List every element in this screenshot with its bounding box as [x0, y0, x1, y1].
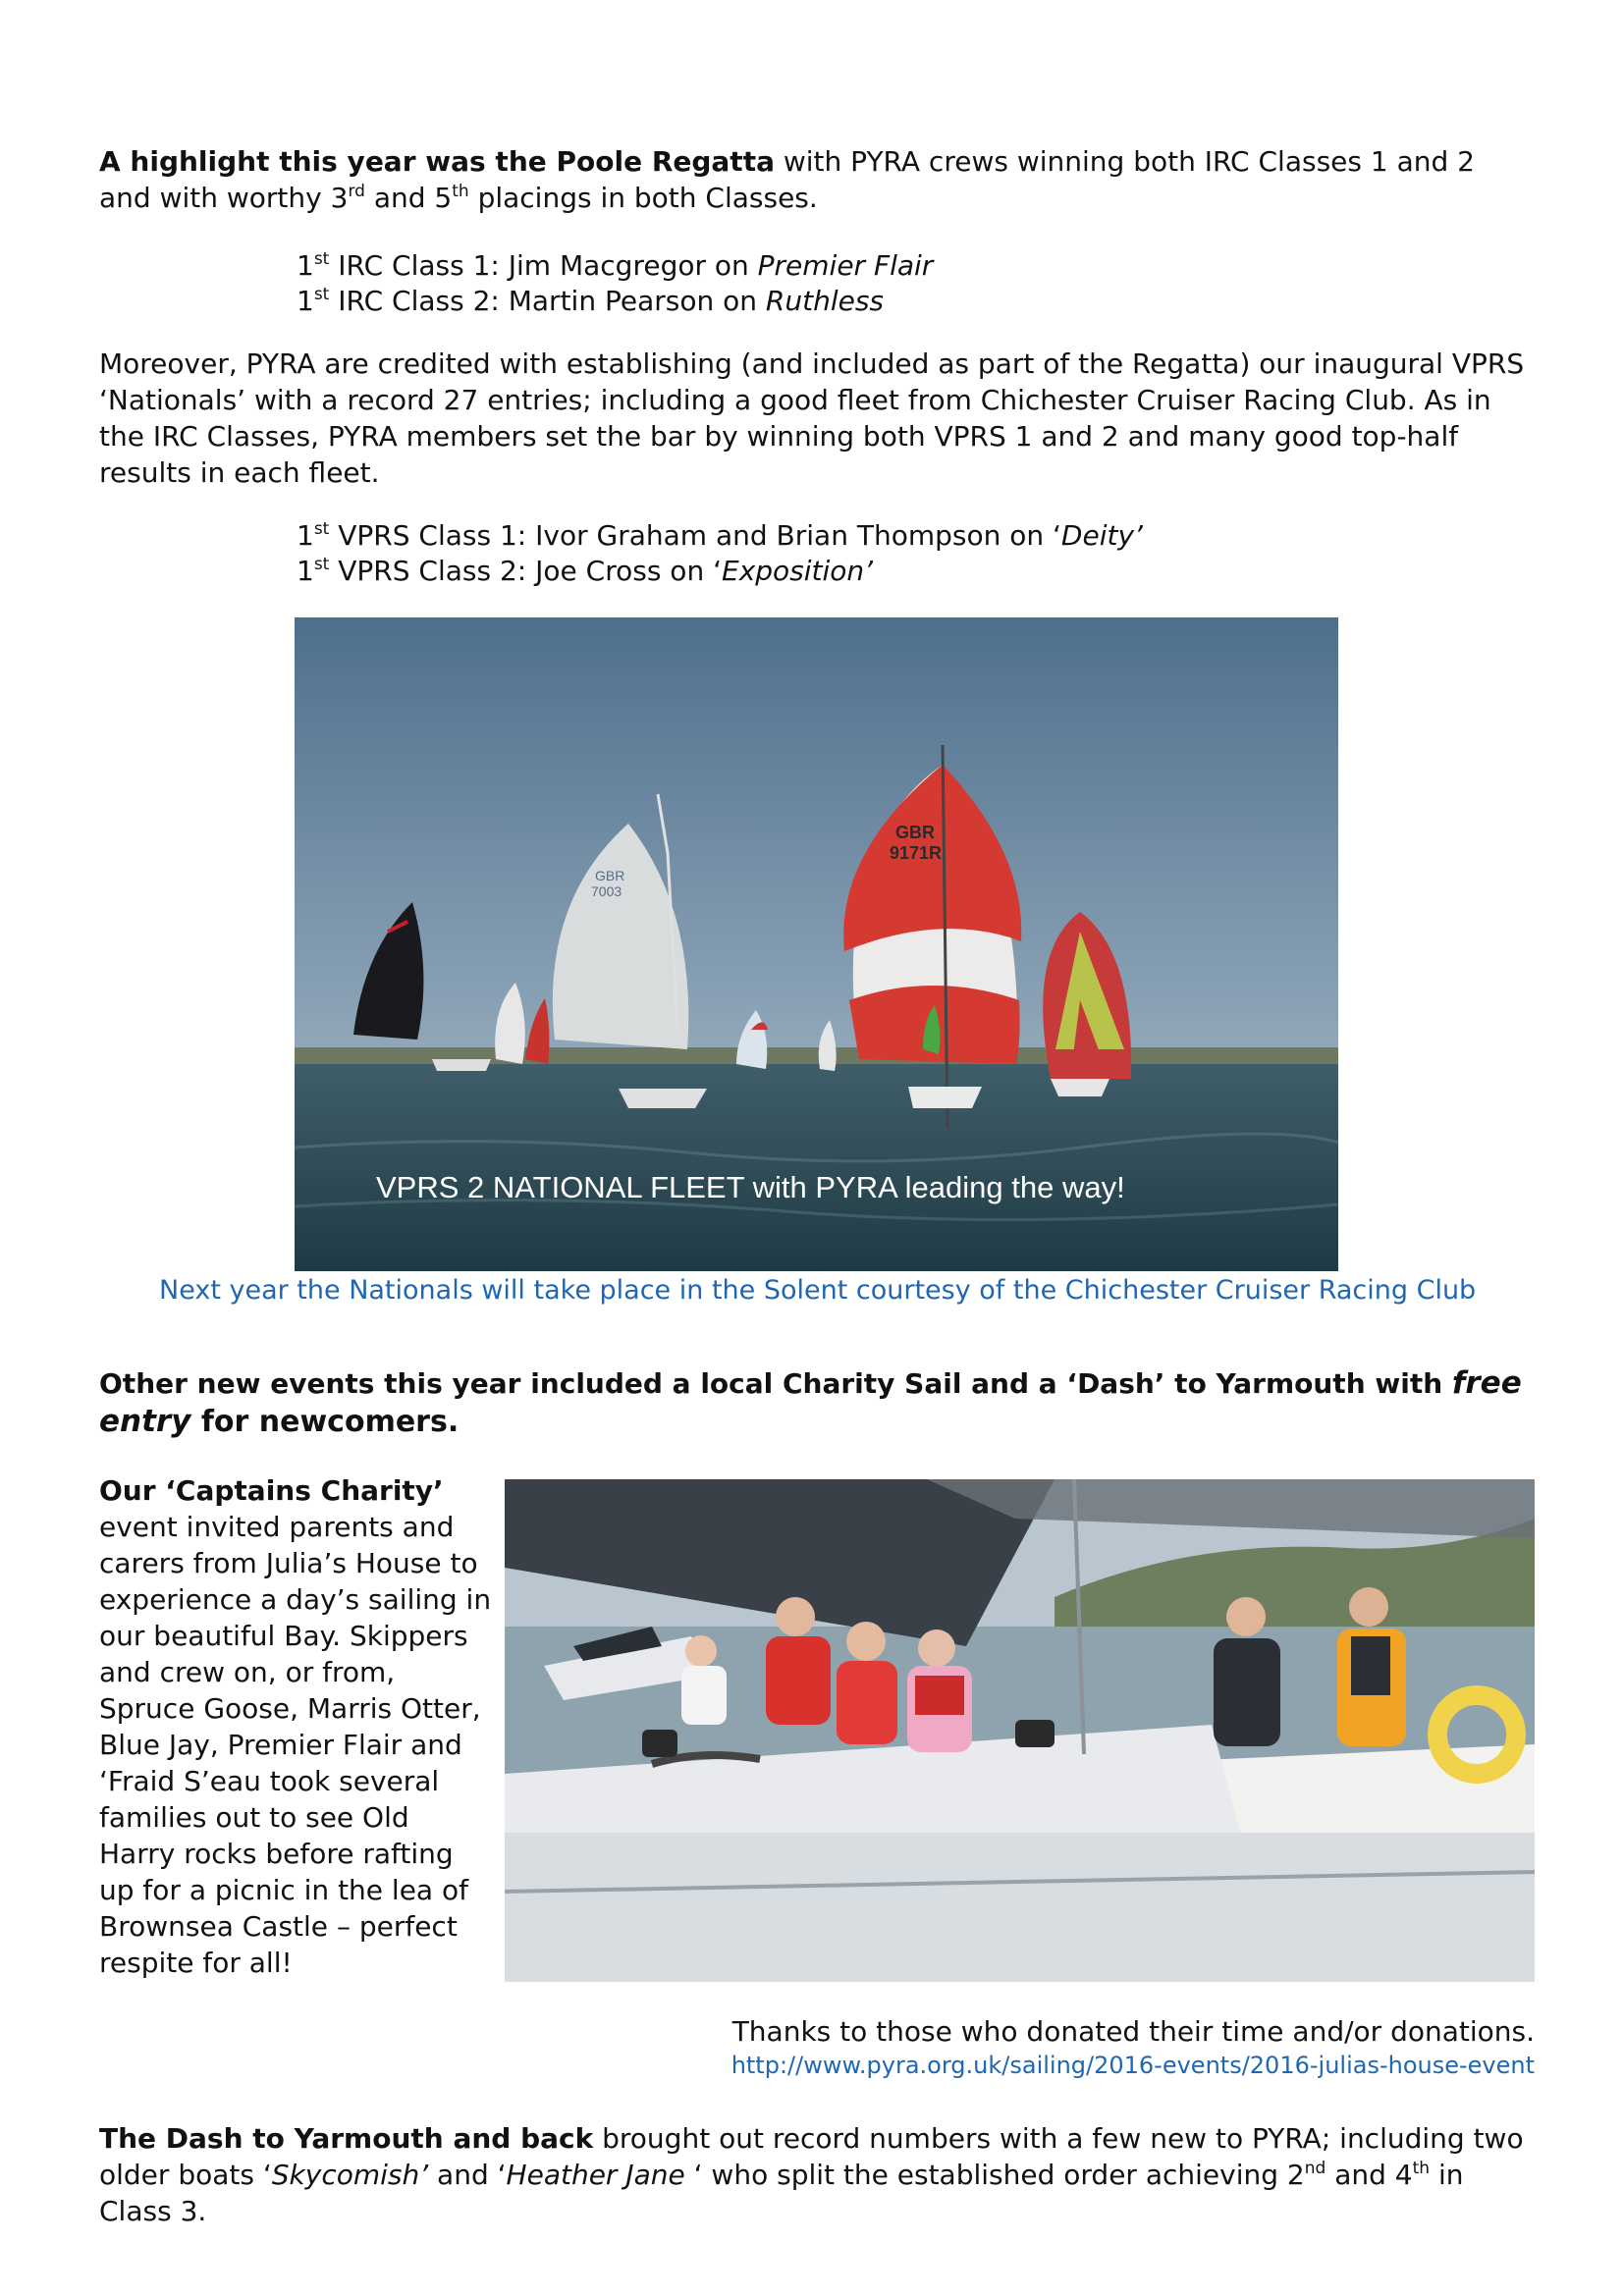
dash-lead: The Dash to Yarmouth and back: [99, 2122, 594, 2155]
boat-name: Heather Jane: [506, 2159, 685, 2191]
new-events-heading: [99, 1364, 1535, 1441]
irc-result-1: 1st IRC Class 1: Jim Macgregor on Premier Flair: [297, 249, 934, 282]
sail-number-2: GBR: [595, 868, 625, 883]
sky: [295, 617, 1338, 1064]
sea: [295, 1064, 1338, 1271]
boat-name: Exposition’: [722, 555, 874, 587]
julias-house-event-link[interactable]: http://www.pyra.org.uk/sailing/2016-events/2016-julias-house-event: [730, 2052, 1535, 2079]
boat-name: Skycomish’: [271, 2159, 429, 2191]
boat-name: Ruthless: [765, 285, 885, 317]
para1-text-a: with PYRA crews winning both IRC Classes 1 and 2 and with worthy 3: [99, 145, 1475, 214]
captains-charity-text: [99, 1472, 492, 1981]
boat-name: Deity’: [1060, 519, 1143, 552]
vprs-results-list: [297, 518, 1143, 589]
regatta-fleet-photo: [295, 617, 1338, 1271]
captains-charity-title: Our ‘Captains Charity’: [99, 1474, 444, 1507]
sup-th: th: [452, 182, 469, 201]
vprs-result-2: 1st VPRS Class 2: Joe Cross on ‘Exposition’: [297, 555, 874, 587]
heading2-text-b: for newcomers.: [190, 1405, 460, 1439]
poole-regatta-paragraph: [99, 143, 1535, 216]
boat-name: Premier Flair: [757, 249, 934, 282]
charity-sail-photo: [505, 1479, 1535, 1982]
captains-charity-body: event invited parents and carers from Julia’s House to experience a day’s sailing in our beautiful Bay. Skippers and crew on, or from, Spruce Goose, Marris Otter, Blue Jay, Premier Flair and ‘Fraid S’eau took several families out to see Old Harry rocks before rafting up for a picnic in the lea of Brownsea Castle – perfect respite for all!: [99, 1511, 492, 1979]
sup-rd: rd: [348, 182, 365, 201]
sail-number-1: GBR: [895, 823, 935, 842]
hull: [908, 1087, 982, 1108]
vprs-result-1: 1st VPRS Class 1: Ivor Graham and Brian Thompson on ‘Deity’: [297, 519, 1143, 552]
free-entry-emphasis: free entry: [99, 1365, 1522, 1439]
svg-text:7003: 7003: [591, 883, 622, 899]
para1-text-b: and 5: [364, 182, 453, 214]
thanks-text: Thanks to those who donated their time and/or donations.: [731, 2015, 1535, 2048]
svg-text:9171R: 9171R: [890, 843, 943, 863]
dash-to-yarmouth-paragraph: The Dash to Yarmouth and back brought out record numbers with a few new to PYRA; including two older boats ‘Skycomish’ and ‘Heather Jane ‘ who split the established order achieving 2nd and 4th in Class 3.: [99, 2122, 1524, 2227]
nationals-caption: Next year the Nationals will take place in the Solent courtesy of the Chichester Cruiser Racing Club: [159, 1275, 1477, 1306]
heading2-text-a: Other new events this year included a local Charity Sail and a ‘Dash’ to Yarmouth with: [99, 1367, 1452, 1400]
vprs-nationals-paragraph: Moreover, PYRA are credited with establishing (and included as part of the Regatta) our inaugural VPRS ‘Nationals’ with a record 27 entries; including a good fleet from Chichester Cruiser Racing Club. As in the IRC Classes, PYRA members set the bar by winning both VPRS 1 and 2 and many good top-half results in each fleet.: [99, 347, 1525, 489]
photo-overlay-text: VPRS 2 NATIONAL FLEET with PYRA leading the way!: [376, 1170, 1125, 1204]
irc-results-list: [297, 248, 933, 319]
para1-text-c: placings in both Classes.: [468, 182, 818, 214]
poole-regatta-lead: A highlight this year was the Poole Regatta: [99, 145, 775, 178]
irc-result-2: 1st IRC Class 2: Martin Pearson on Ruthless: [297, 285, 885, 317]
